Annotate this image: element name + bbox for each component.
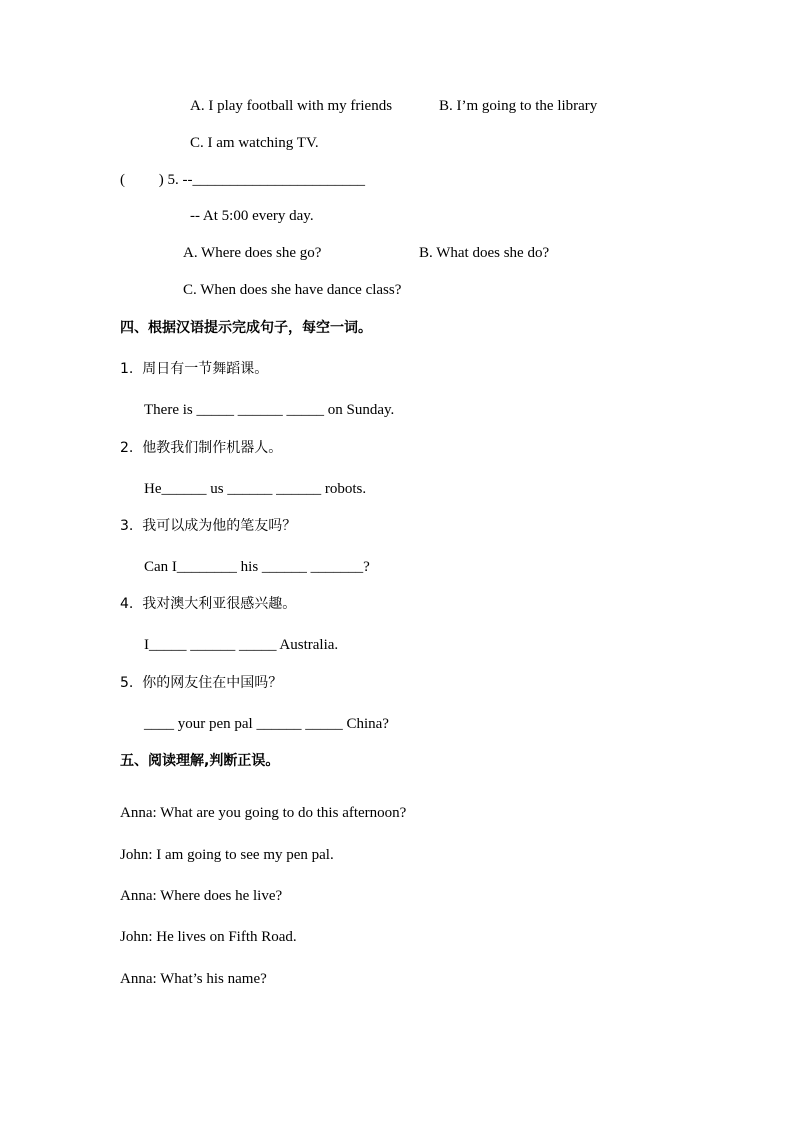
q5-option-a: A. Where does she go? xyxy=(183,245,322,261)
dialogue-line-5: Anna: What’s his name? xyxy=(120,971,267,987)
part4-heading: 四、根据汉语提示完成句子，每空一词。 xyxy=(120,320,372,336)
q5-option-b: B. What does she do? xyxy=(419,245,550,261)
part4-item-3-sentence: Can I________ his ______ _______? xyxy=(144,559,370,575)
q4-option-c: C. I am watching TV. xyxy=(190,135,319,151)
part5-heading: 五、阅读理解,判断正误。 xyxy=(120,753,280,769)
part4-item-4-chinese: 4. 我对澳大利亚很感兴趣。 xyxy=(120,596,297,612)
q4-option-b: B. I’m going to the library xyxy=(439,98,598,114)
part4-item-4-sentence: I_____ ______ _____ Australia. xyxy=(144,637,339,653)
dialogue-line-2: John: I am going to see my pen pal. xyxy=(120,847,334,863)
part4-item-1-chinese: 1. 周日有一节舞蹈课。 xyxy=(120,361,269,377)
q5-option-c: C. When does she have dance class? xyxy=(183,282,402,298)
part4-item-3-chinese: 3. 我可以成为他的笔友吗？ xyxy=(120,518,297,534)
dialogue-line-4: John: He lives on Fifth Road. xyxy=(120,929,297,945)
q5-answer-line: -- At 5:00 every day. xyxy=(190,208,314,224)
part4-item-5-chinese: 5. 你的网友住在中国吗？ xyxy=(120,675,283,691)
dialogue-line-1: Anna: What are you going to do this afternoon? xyxy=(120,805,407,821)
q4-option-a: A. I play football with my friends xyxy=(190,98,393,114)
part4-item-2-chinese: 2. 他教我们制作机器人。 xyxy=(120,440,283,456)
part4-item-2-sentence: He______ us ______ ______ robots. xyxy=(144,481,367,497)
part4-item-5-sentence: ____ your pen pal ______ _____ China? xyxy=(144,716,389,732)
part4-item-1-sentence: There is _____ ______ _____ on Sunday. xyxy=(144,402,395,418)
dialogue-line-3: Anna: Where does he live? xyxy=(120,888,283,904)
q5-question: ( ) 5. --_______________________ xyxy=(120,172,365,188)
